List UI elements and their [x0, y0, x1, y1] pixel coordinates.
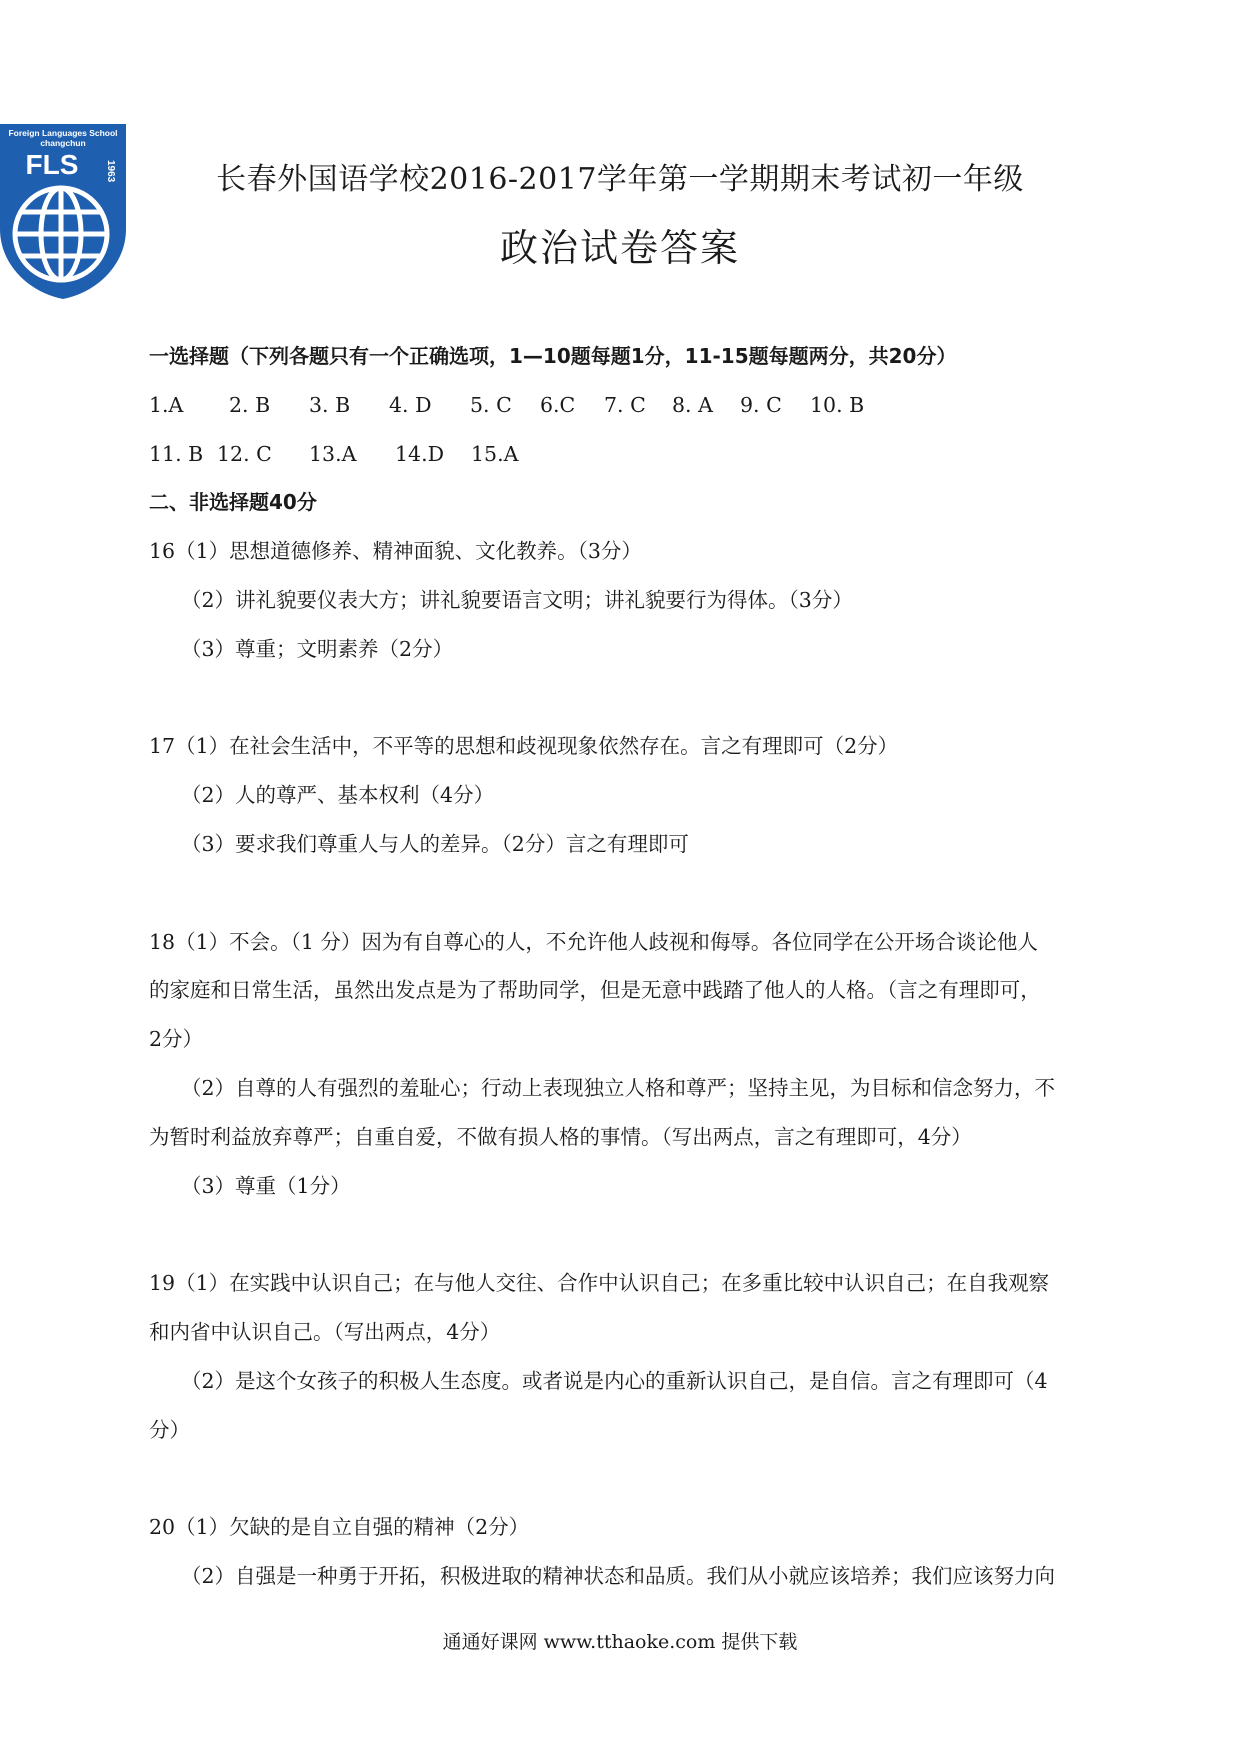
answer-item: 7. C [604, 392, 646, 417]
q20-part1: 20（1）欠缺的是自立自强的精神（2分） [149, 1515, 530, 1540]
section-heading-choice: 一选择题（下列各题只有一个正确选项，1—10题每题1分，11-15题每题两分，共20分） [149, 344, 957, 368]
q18-part2-line1: （2）自尊的人有强烈的羞耻心；行动上表现独立人格和尊严；坚持主见，为目标和信念努力，不 [181, 1075, 1056, 1100]
logo-abbr: FLS [25, 149, 79, 180]
q20-part2: （2）自强是一种勇于开拓，积极进取的精神状态和品质。我们从小就应该培养；我们应该努力向 [181, 1563, 1056, 1588]
answer-item: 10. B [810, 392, 865, 417]
answer-item: 9. C [740, 392, 782, 417]
q18-part1-line1: 18（1）不会。（1 分）因为有自尊心的人，不允许他人歧视和侮辱。各位同学在公开场合谈论他人 [149, 929, 1038, 954]
answer-item: 1.A [149, 392, 184, 417]
q18-part1-line2: 的家庭和日常生活，虽然出发点是为了帮助同学，但是无意中践踏了他人的人格。（言之有理即可， [149, 978, 1041, 1003]
q19-part2-line1: （2）是这个女孩子的积极人生态度。或者说是内心的重新认识自己，是自信。言之有理即可（4 [181, 1368, 1048, 1393]
answer-item: 6.C [540, 392, 576, 417]
answer-item: 11. B [149, 441, 204, 466]
answer-item: 13.A [309, 441, 357, 466]
answers-row-1 [149, 381, 1099, 430]
answer-item: 5. C [470, 392, 512, 417]
logo-text-sub: changchun [40, 138, 86, 148]
answer-item: 4. D [389, 392, 432, 417]
answer-item: 12. C [217, 441, 272, 466]
answer-item: 2. B [229, 392, 271, 417]
q19-part2-line2: 分） [149, 1417, 190, 1442]
answer-item: 3. B [309, 392, 351, 417]
q19-part1-line2: 和内省中认识自己。（写出两点，4分） [149, 1319, 501, 1344]
answer-item: 8. A [672, 392, 713, 417]
answer-item: 15.A [471, 441, 519, 466]
answers-row-2 [149, 430, 1099, 479]
section-heading-nonchoice: 二、非选择题40分 [149, 490, 317, 515]
logo-year: 1963 [105, 160, 116, 183]
q16-part2: （2）讲礼貌要仪表大方；讲礼貌要语言文明；讲礼貌要行为得体。（3分） [181, 587, 853, 612]
q17-part1: 17（1）在社会生活中，不平等的思想和歧视现象依然存在。言之有理即可（2分） [149, 734, 899, 759]
logo-text-top: Foreign Languages School [8, 128, 118, 138]
answer-item: 14.D [395, 441, 445, 466]
answer-body [149, 332, 1099, 1601]
q17-part2: （2）人的尊严、基本权利（4分） [181, 783, 495, 808]
q18-part3: （3）尊重（1分） [181, 1173, 351, 1198]
q16-part1: 16（1）思想道德修养、精神面貌、文化教养。（3分） [149, 539, 642, 564]
q16-part3: （3）尊重；文明素养（2分） [181, 636, 454, 661]
q19-part1-line1: 19（1）在实践中认识自己；在与他人交往、合作中认识自己；在多重比较中认识自己；在自我观察 [149, 1271, 1050, 1296]
q17-part3: （3）要求我们尊重人与人的差异。（2分）言之有理即可 [181, 831, 689, 856]
exam-subtitle: 政治试卷答案 [499, 226, 740, 270]
exam-title: 长春外国语学校2016-2017学年第一学期期末考试初一年级 [216, 162, 1024, 197]
q18-part2-line2: 为暂时利益放弃尊严；自重自爱，不做有损人格的事情。（写出两点，言之有理即可，4分） [149, 1124, 972, 1149]
footer-credit: 通通好课网 www.tthaoke.com 提供下载 [442, 1631, 798, 1653]
q18-part1-line3: 2分） [149, 1027, 204, 1052]
